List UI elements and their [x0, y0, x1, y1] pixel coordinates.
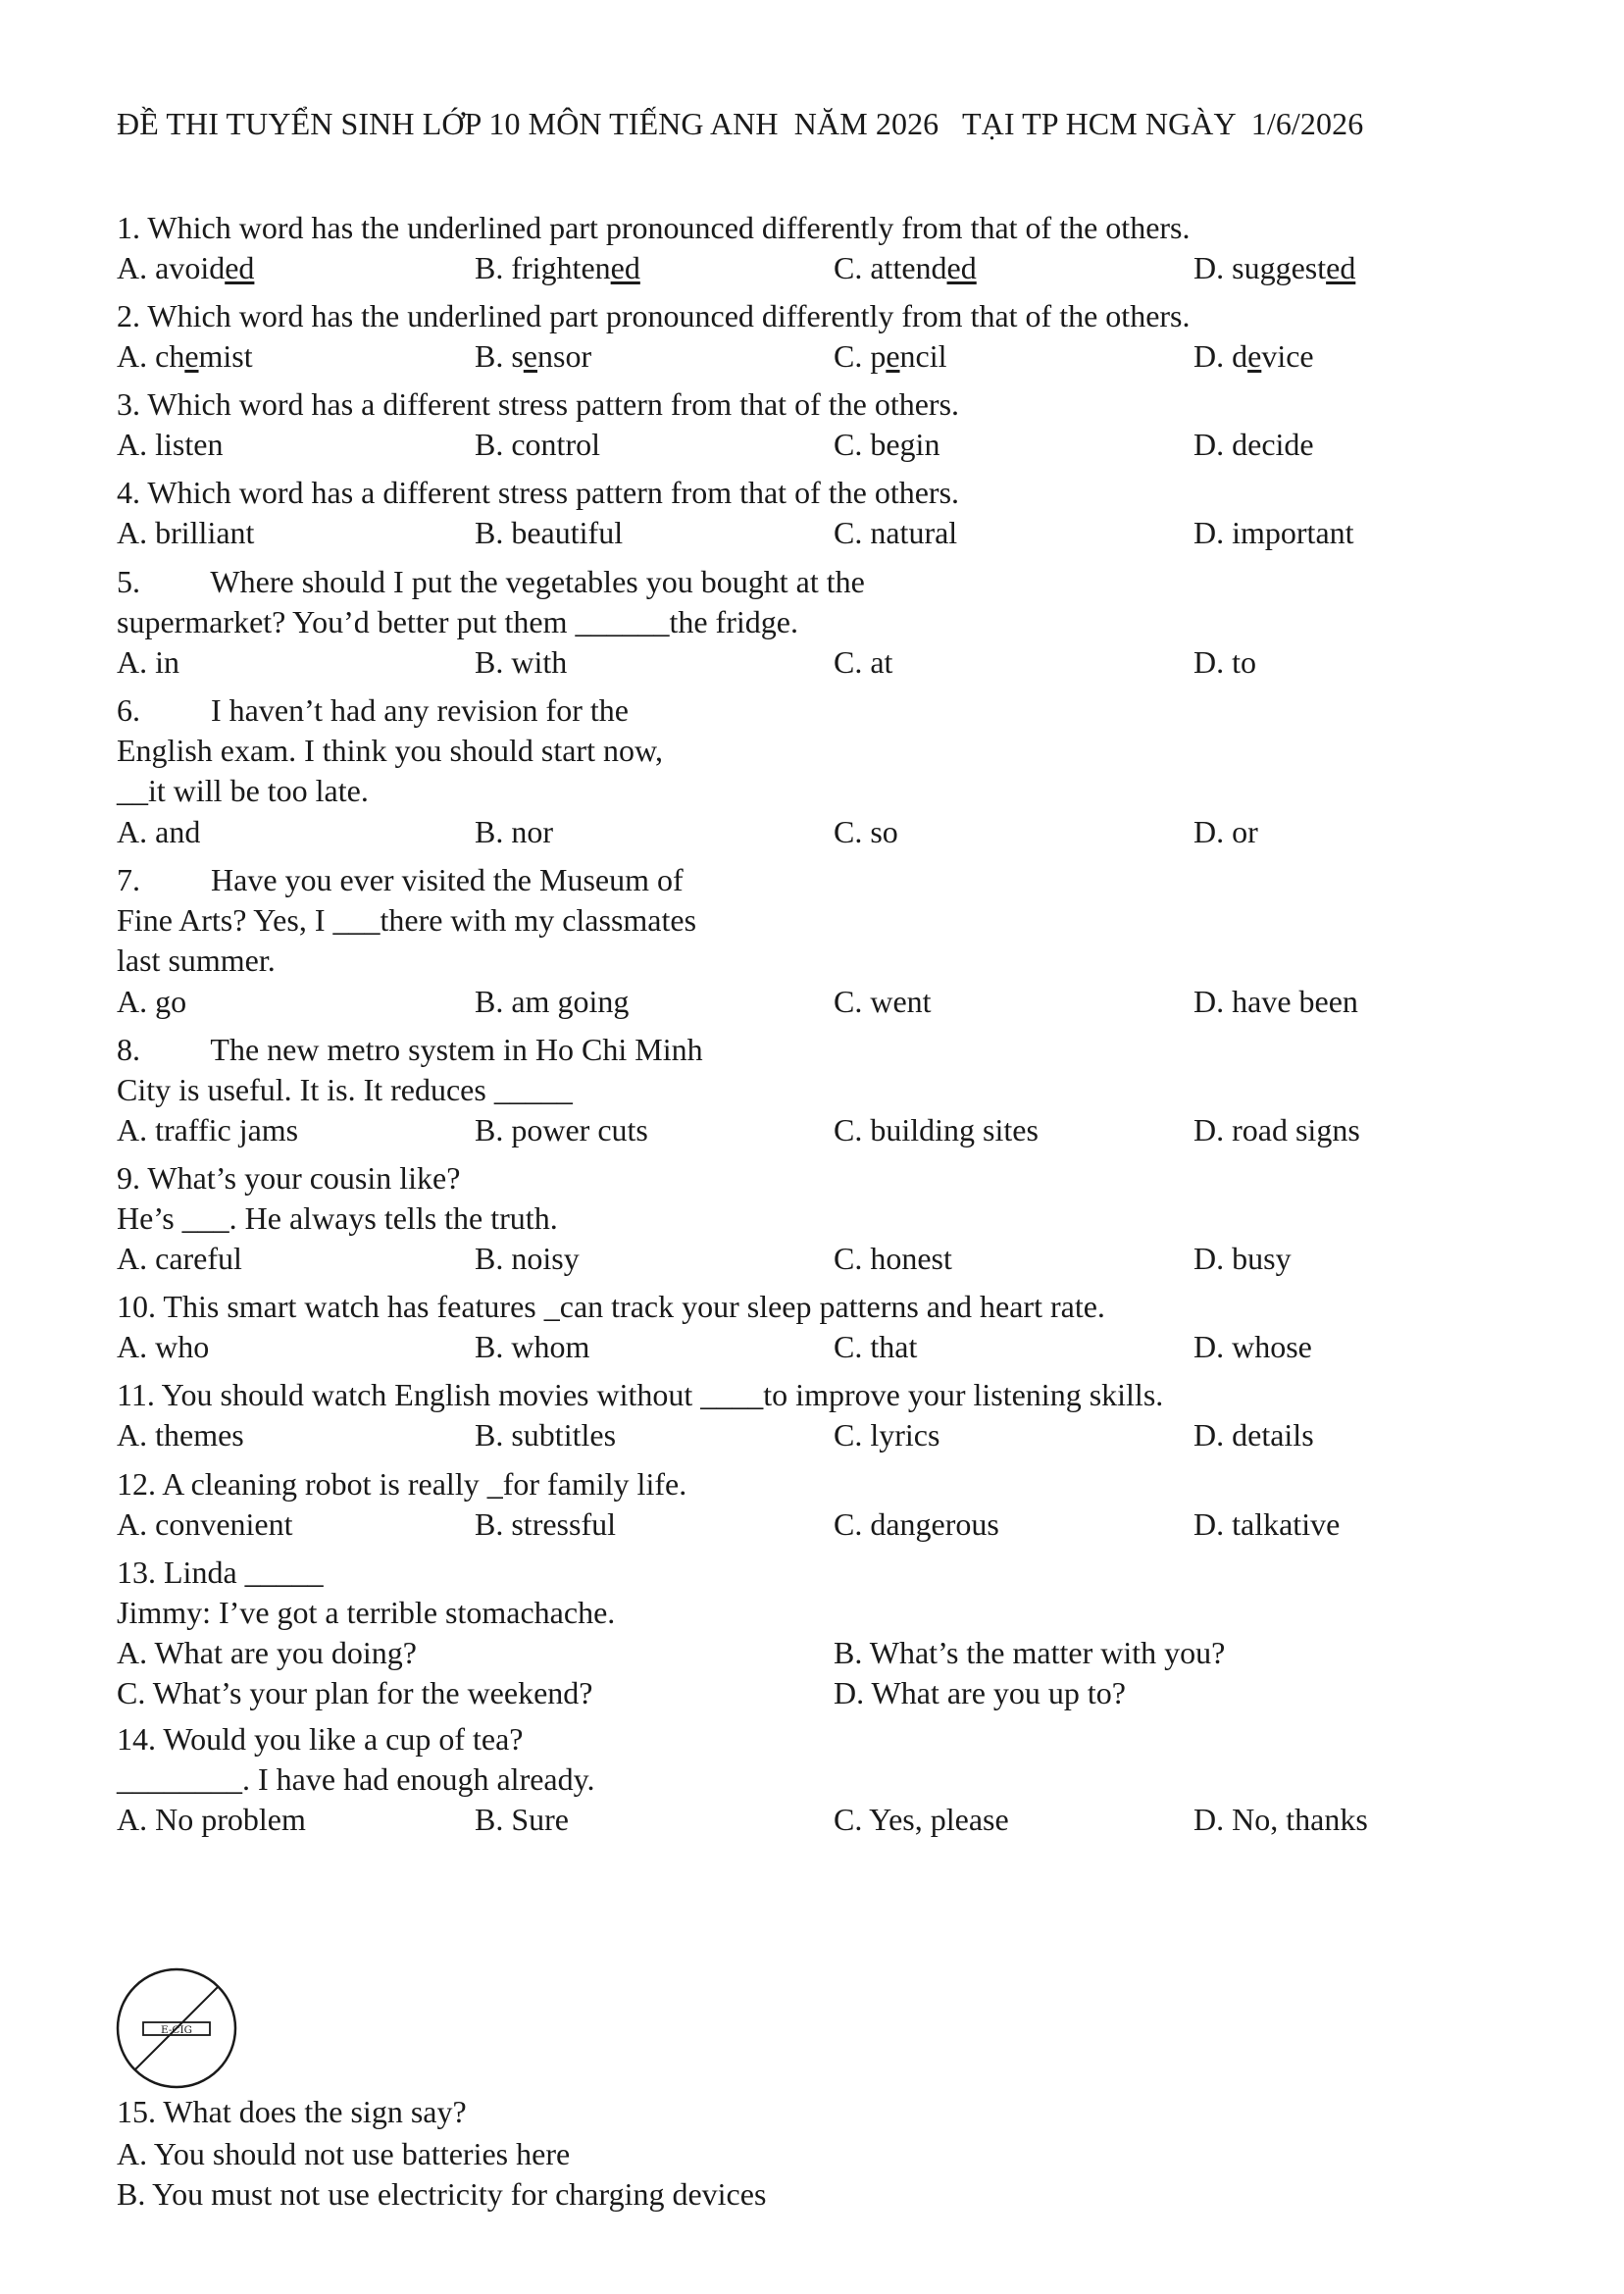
question-11-stem: 11. You should watch English movies without ____to improve your listening skills.: [117, 1377, 1164, 1412]
option-text: B. s: [475, 338, 524, 374]
question-1-option-b: [475, 249, 640, 286]
question-9-option-a: A. careful: [117, 1241, 242, 1276]
underlined-part: ed: [225, 250, 255, 285]
question-8-option-c: C. building sites: [834, 1112, 1039, 1147]
question-13-option-c: C. What’s your plan for the weekend?: [117, 1675, 593, 1710]
question-10-option-b: B. whom: [475, 1329, 590, 1364]
question-7-option-a: A. go: [117, 984, 187, 1019]
option-text-rest: nsor: [537, 338, 592, 374]
option-text: A. ch: [117, 338, 185, 374]
question-13-option-d: D. What are you up to?: [834, 1675, 1126, 1710]
question-6-stem-line-2: English exam. I think you should start now,: [117, 733, 663, 768]
question-7-stem-line-2: Fine Arts? Yes, I ___there with my classmates: [117, 902, 697, 938]
question-5-stem-line-2: supermarket? You’d better put them ______the fridge.: [117, 604, 798, 639]
option-text: D. d: [1193, 338, 1248, 374]
option-text-rest: ncil: [899, 338, 947, 374]
question-5-option-a: A. in: [117, 644, 179, 680]
question-1-option-c: [834, 249, 977, 286]
no-e-cig-sign-icon: [114, 1965, 239, 2091]
question-11-option-d: D. details: [1193, 1417, 1314, 1453]
question-13-stem-line-2: Jimmy: I’ve got a terrible stomachache.: [117, 1595, 616, 1630]
question-5-option-c: C. at: [834, 644, 893, 680]
underlined-part: ed: [946, 250, 977, 285]
question-8-stem-line-2: City is useful. It is. It reduces _____: [117, 1072, 573, 1107]
question-14-option-a: A. No problem: [117, 1802, 306, 1837]
question-9-option-d: D. busy: [1193, 1241, 1292, 1276]
question-14-option-c: C. Yes, please: [834, 1802, 1009, 1837]
question-9-stem-line-2: He’s ___. He always tells the truth.: [117, 1200, 558, 1236]
underlined-part: ed: [1326, 250, 1356, 285]
question-4-option-b: B. beautiful: [475, 515, 624, 550]
underlined-part: ed: [610, 250, 640, 285]
question-5-option-d: D. to: [1193, 644, 1256, 680]
option-text: B. frighten: [475, 250, 611, 285]
sign-label: E-CIG: [161, 2024, 192, 2036]
option-text-rest: vice: [1261, 338, 1314, 374]
question-1-option-a: [117, 249, 254, 286]
question-6-stem-line-3: __it will be too late.: [117, 773, 369, 808]
question-6-stem-line-1: 6. I haven’t had any revision for the: [117, 692, 629, 728]
question-12-stem: 12. A cleaning robot is really _for family life.: [117, 1466, 687, 1502]
question-2-option-b: [475, 337, 591, 375]
exam-title: ĐỀ THI TUYỂN SINH LỚP 10 MÔN TIẾNG ANH NĂM 2026 TẠI TP HCM NGÀY 1/6/2026: [117, 106, 1364, 141]
question-3-option-a: A. listen: [117, 427, 224, 462]
question-6-option-d: D. or: [1193, 814, 1258, 849]
question-2-option-a: [117, 337, 253, 375]
question-5-stem-line-1: 5. Where should I put the vegetables you bought at the: [117, 564, 865, 599]
question-11-option-a: A. themes: [117, 1417, 244, 1453]
question-3-option-c: C. begin: [834, 427, 940, 462]
question-1-option-d: [1193, 249, 1355, 286]
question-3-option-b: B. control: [475, 427, 600, 462]
question-15-option-b: B. You must not use electricity for charging devices: [117, 2176, 767, 2212]
question-4-option-d: D. important: [1193, 515, 1354, 550]
question-6-option-b: B. nor: [475, 814, 553, 849]
question-5-option-b: B. with: [475, 644, 568, 680]
question-7-option-c: C. went: [834, 984, 932, 1019]
question-4-option-c: C. natural: [834, 515, 958, 550]
question-14-stem-line-1: 14. Would you like a cup of tea?: [117, 1721, 524, 1757]
question-9-option-b: B. noisy: [475, 1241, 580, 1276]
question-8-option-a: A. traffic jams: [117, 1112, 299, 1147]
question-2-option-c: [834, 337, 947, 375]
question-7-stem-line-3: last summer.: [117, 943, 276, 978]
question-8-stem-line-1: 8. The new metro system in Ho Chi Minh: [117, 1032, 703, 1067]
question-7-option-d: D. have been: [1193, 984, 1358, 1019]
question-8-option-d: D. road signs: [1193, 1112, 1360, 1147]
question-12-option-a: A. convenient: [117, 1506, 293, 1542]
question-7-stem-line-1: 7. Have you ever visited the Museum of: [117, 862, 684, 897]
question-12-option-d: D. talkative: [1193, 1506, 1341, 1542]
question-13-option-b: B. What’s the matter with you?: [834, 1635, 1226, 1670]
question-14-stem-line-2: ________. I have had enough already.: [117, 1761, 595, 1797]
question-14-option-b: B. Sure: [475, 1802, 569, 1837]
question-13-option-a: A. What are you doing?: [117, 1635, 417, 1670]
question-12-option-c: C. dangerous: [834, 1506, 999, 1542]
question-2-option-d: [1193, 337, 1314, 375]
question-15-option-a: A. You should not use batteries here: [117, 2136, 571, 2171]
question-11-option-b: B. subtitles: [475, 1417, 617, 1453]
question-7-option-b: B. am going: [475, 984, 630, 1019]
option-text: C. p: [834, 338, 887, 374]
underlined-part: e: [1247, 338, 1262, 374]
question-1-stem: 1. Which word has the underlined part pronounced differently from that of the others.: [117, 210, 1191, 245]
question-6-option-a: A. and: [117, 814, 201, 849]
underlined-part: e: [886, 338, 900, 374]
question-9-stem-line-1: 9. What’s your cousin like?: [117, 1160, 461, 1196]
question-10-option-c: C. that: [834, 1329, 918, 1364]
question-15-stem: 15. What does the sign say?: [117, 2094, 467, 2129]
option-text: A. avoid: [117, 250, 226, 285]
question-10-option-d: D. whose: [1193, 1329, 1312, 1364]
question-4-stem: 4. Which word has a different stress pattern from that of the others.: [117, 475, 960, 510]
underlined-part: e: [523, 338, 537, 374]
question-9-option-c: C. honest: [834, 1241, 952, 1276]
question-3-stem: 3. Which word has a different stress pattern from that of the others.: [117, 386, 960, 422]
option-text: D. suggest: [1193, 250, 1327, 285]
question-14-option-d: D. No, thanks: [1193, 1802, 1368, 1837]
question-2-stem: 2. Which word has the underlined part pronounced differently from that of the others.: [117, 298, 1191, 333]
question-13-stem-line-1: 13. Linda _____: [117, 1555, 324, 1590]
question-3-option-d: D. decide: [1193, 427, 1314, 462]
option-text-rest: mist: [198, 338, 253, 374]
option-text: C. attend: [834, 250, 947, 285]
question-8-option-b: B. power cuts: [475, 1112, 648, 1147]
underlined-part: e: [184, 338, 199, 374]
question-12-option-b: B. stressful: [475, 1506, 616, 1542]
question-10-stem: 10. This smart watch has features _can track your sleep patterns and heart rate.: [117, 1289, 1105, 1324]
question-6-option-c: C. so: [834, 814, 898, 849]
question-11-option-c: C. lyrics: [834, 1417, 940, 1453]
question-10-option-a: A. who: [117, 1329, 210, 1364]
question-4-option-a: A. brilliant: [117, 515, 255, 550]
